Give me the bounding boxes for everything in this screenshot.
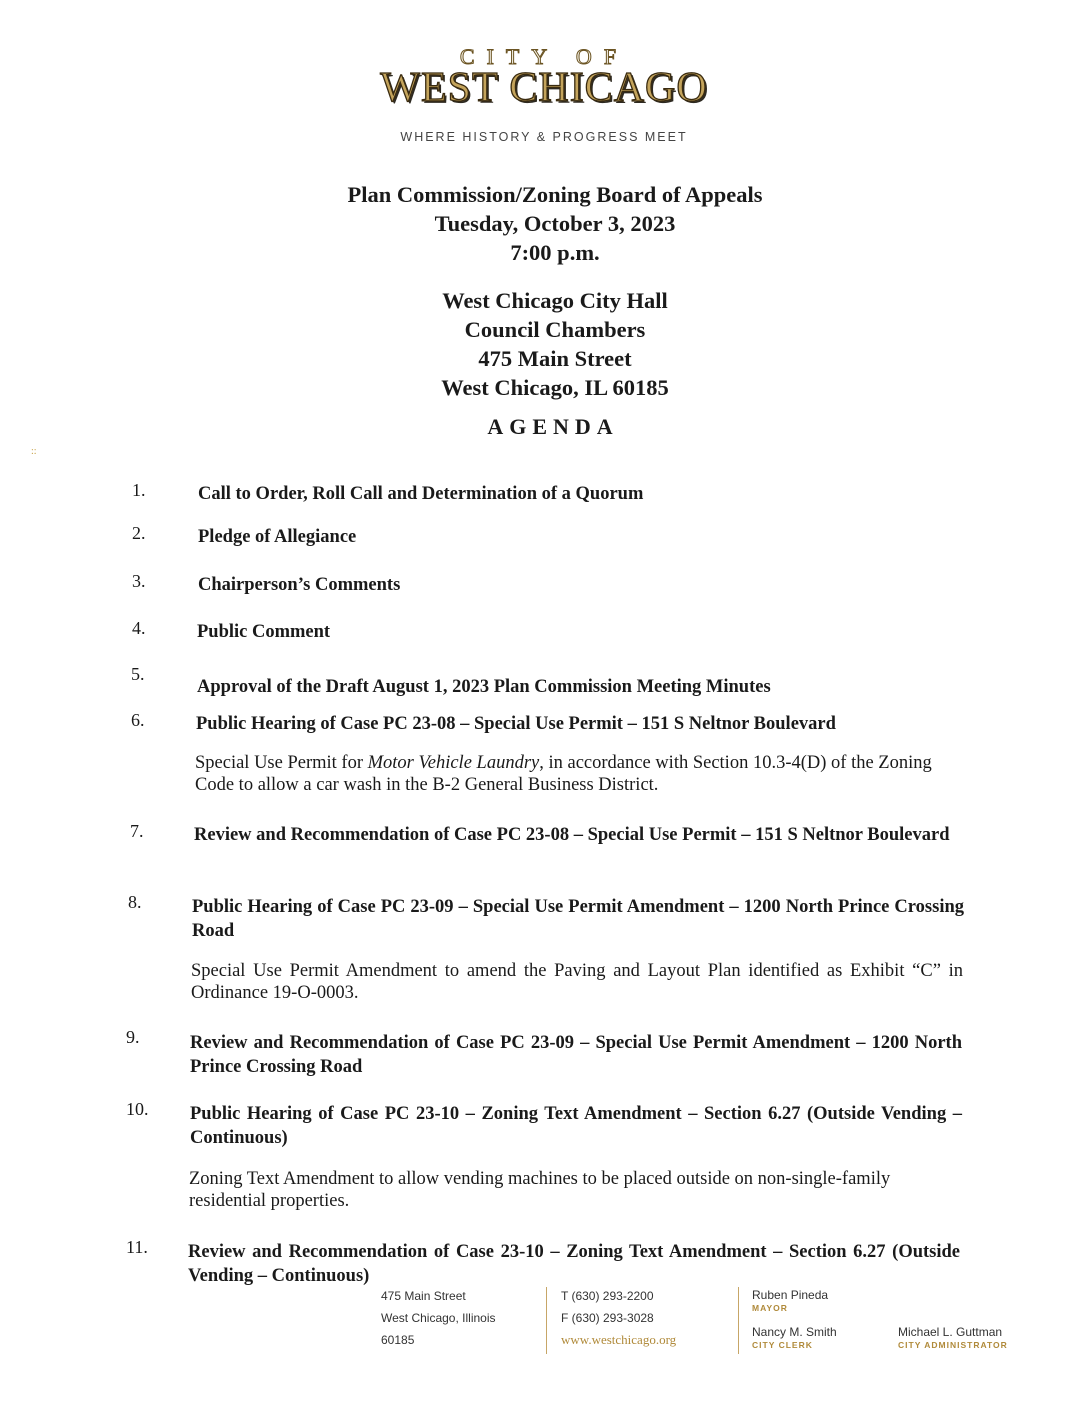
footer-divider: [738, 1287, 739, 1354]
footer-fax: F (630) 293-3028: [561, 1311, 654, 1325]
item-number: 1.: [132, 480, 146, 500]
item-description: Zoning Text Amendment to allow vending machines to be placed outside on non-single-family residential properties.: [189, 1169, 891, 1211]
item-title: Approval of the Draft August 1, 2023 Plan Commission Meeting Minutes: [197, 677, 771, 697]
meeting-body: Plan Commission/Zoning Board of Appeals: [347, 182, 763, 207]
footer-mayor: [752, 1287, 892, 1313]
item-title: Pledge of Allegiance: [198, 527, 357, 547]
clerk-role: CITY CLERK: [752, 1340, 813, 1350]
venue-name: West Chicago City Hall: [442, 288, 668, 313]
footer-divider: [546, 1287, 547, 1354]
item-title: Public Hearing of Case PC 23-09 – Special Use Permit Amendment – 1200 North Prince Crossing Road: [192, 897, 964, 941]
item-number: 9.: [126, 1027, 140, 1047]
item-number: 6.: [131, 710, 145, 730]
item-title: Review and Recommendation of Case PC 23-08 – Special Use Permit – 151 S Neltnor Boulevard: [194, 825, 950, 845]
footer-website-link[interactable]: www.westchicago.org: [561, 1332, 677, 1347]
footer-address-line1: 475 Main Street: [381, 1289, 466, 1303]
item-title: Review and Recommendation of Case PC 23-09 – Special Use Permit Amendment – 1200 North Prince Crossing Road: [190, 1033, 962, 1077]
item-number: 10.: [126, 1099, 149, 1119]
margin-mark-icon: ::: [31, 446, 37, 457]
footer-phone: T (630) 293-2200: [561, 1289, 654, 1303]
item-title: Public Hearing of Case PC 23-10 – Zoning Text Amendment – Section 6.27 (Outside Vending – Continuous): [190, 1104, 962, 1148]
footer-address: [381, 1285, 531, 1351]
item-title: Public Hearing of Case PC 23-08 – Special Use Permit – 151 S Neltnor Boulevard: [196, 714, 836, 734]
footer-administrator: [898, 1324, 1048, 1350]
item-title: Chairperson’s Comments: [198, 575, 401, 595]
logo-city-of: CITY OF: [459, 44, 629, 69]
venue-street: 475 Main Street: [478, 346, 632, 371]
administrator-name: Michael L. Guttman: [898, 1325, 1003, 1339]
item-number: 2.: [132, 523, 146, 543]
item-description: Special Use Permit Amendment to amend the Paving and Layout Plan identified as Exhibit “C” in Ordinance 19-O-0003.: [191, 961, 963, 1003]
item-title: Public Comment: [197, 622, 331, 642]
mayor-name: Ruben Pineda: [752, 1288, 829, 1302]
item-description: Special Use Permit for Motor Vehicle Laundry, in accordance with Section 10.3-4(D) of the Zoning Code to allow a car wash in the B-2 General Business District.: [195, 753, 932, 795]
administrator-role: CITY ADMINISTRATOR: [898, 1340, 1008, 1350]
venue-room: Council Chambers: [464, 317, 646, 342]
item-number: 5.: [131, 664, 145, 684]
item-title: Call to Order, Roll Call and Determination of a Quorum: [198, 484, 644, 504]
item-title: Review and Recommendation of Case 23-10 – Zoning Text Amendment – Section 6.27 (Outside Vending – Continuous): [188, 1242, 960, 1286]
clerk-name: Nancy M. Smith: [752, 1325, 837, 1339]
venue-city: West Chicago, IL 60185: [441, 375, 669, 400]
footer-address-line2: West Chicago, Illinois: [381, 1311, 496, 1325]
logo-west-chicago: WEST CHICAGO: [380, 65, 708, 111]
item-number: 4.: [132, 618, 146, 638]
footer-clerk: [752, 1324, 892, 1350]
item-number: 8.: [128, 892, 142, 912]
item-number: 7.: [130, 821, 144, 841]
item-number: 3.: [132, 571, 146, 591]
item-number: 11.: [126, 1237, 148, 1257]
meeting-time: 7:00 p.m.: [510, 240, 600, 265]
logo-tagline: WHERE HISTORY & PROGRESS MEET: [400, 130, 688, 144]
mayor-role: MAYOR: [752, 1303, 788, 1313]
agenda-heading: AGENDA: [487, 414, 619, 439]
footer-address-line3: 60185: [381, 1333, 415, 1347]
meeting-date: Tuesday, October 3, 2023: [434, 211, 676, 236]
footer-contact: [561, 1285, 721, 1351]
